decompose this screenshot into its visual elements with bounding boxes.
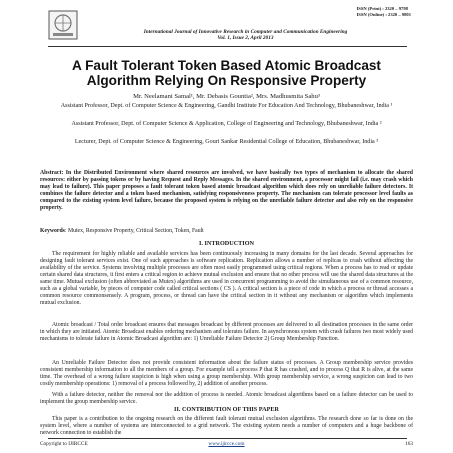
intro-paragraph-2: Atomic broadcast / Total order broadcast ensures that messages broadcast by different processes are delivered to all destination processes in the same order in which they are initiated. Atomic Broadcast enables ordering mechanism and tolerates failure. In asynchronous system with crash failures two most widely used mechanisms to tolerate failure in Atomic Broadcast algorithm are: 1) Unreliable Failure Detector 2) Group Membership Function. <box>40 322 413 342</box>
footer-rule <box>48 438 407 439</box>
title-line-2: Algorithm Relying On Responsive Property <box>86 73 367 89</box>
intro-paragraph-3: An Unreliable Failure Detector does not provide consistent information about the failure status of processes. A Group membership service provides consistent membership information to all the members of a group. For example tell a process P that R has crashed, and to process Q that R is alive, at the same time. The overhead of a wrong failure suspicion is high when using a group membership. With group membership service, a wrong suspicion can lead to two costly membership operations: 1) removal of a process followed by, 2) addition of another process. <box>40 360 413 387</box>
footer-page-number: 163 <box>405 441 413 447</box>
keywords-list: : Mutex, Responsive Property, Critical Section, Token, Fault <box>64 228 204 234</box>
intro-paragraph-1: The requirement for highly reliable and available services has been continuously increasing in many domains for the last decade. Several approaches for designing fault tolerant services exist. One of such approaches is software replication. Replication allows a number of replicas to crash without affecting the availability of the service. Systems involving multiple processes are often most easily programmed using critical regions. When a process has to read or update certain shared data structures, it first enters a critical region to achieve mutual exclusion and ensure that no other process will use the shared data structures at the same time. Mutual exclusion (often abbreviated as Mutex) algorithms are used in concurrent programming to avoid the simultaneous use of a common resource, such as a global variable, by pieces of computer code called critical sections ( CS ). A critical section is a piece of code in which a process or thread accesses a common resource commonsensely. A program, process, or thread can have the critical section in it without any mechanism or algorithm which implements mutual exclusion. <box>40 251 413 306</box>
author-list: Mr. Neelamani Samal¹, Mr. Debasis Gountia², Mrs. Madhusmita Sahu³ <box>133 93 320 100</box>
header-rule <box>48 46 407 47</box>
abstract: Abstract: In the Distributed Environment where shared resources are involved, we have basically two types of mechanism to allocate the shared resources: either by passing tokens or by having Request and Reply Messages. In the shared environment, a processor might fail (i.e. may crash which may lead to failure). This paper proposes a fault tolerant token based atomic broadcast algorithm which does rely on unreliable failure detectors. It combines the failure detector and a token based mechanism, satisfying responsiveness property. The mechanism can tolerate processor level faults as compared to the existing system level failure, because the proposed system is relying on the unreliable failure detector and also rely on the responsive property. <box>40 170 413 211</box>
section-heading-introduction: I. INTRODUCTION <box>198 240 254 247</box>
issn-print: ISSN (Print) : 2320 – 9798 <box>356 6 408 11</box>
keywords <box>40 228 413 235</box>
keywords-label: Keywords <box>40 228 65 234</box>
journal-logo-icon <box>48 10 78 40</box>
affiliation-1: Assistant Professor, Dept. of Computer Science & Engineering, Gandhi Institute For Education And Technology, Bhubaneshwar, India ¹ <box>60 103 393 109</box>
issn-online: ISSN (Online) : 2320 – 9801 <box>356 11 411 17</box>
contribution-paragraph-1: This paper is a contribution to the ongoing research on the different fault tolerant mutual exclusion algorithms. The research done so far is done on the system level, where a number of systems are interconnected to a grid network. The existing system needs a number of computers and a huge backbone of network connection to establish the <box>40 416 413 436</box>
paper-title <box>40 58 413 88</box>
affiliation-3: Lecturer, Dept. of Computer Science & Engineering, Gouri Sankar Residential College of Education, Bhubaneshwar, India ³ <box>74 139 379 145</box>
journal-header <box>84 29 407 42</box>
affiliation-2: Assistant Professor, Dept. of Computer Science & Application, College of Engineering and Technology, Bhubaneshwar, India ² <box>71 121 382 127</box>
intro-paragraph-4: With a failure detector, neither the removal nor the addition of process is needed. Atomic broadcast algorithms based on a failure detector can be used to implement the group membership service. <box>40 392 413 405</box>
journal-name: International Journal of Innovative Research in Computer and Communication Engineering <box>143 29 348 35</box>
section-heading-contribution: II. CONTRIBUTION OF THIS PAPER <box>174 406 279 413</box>
title-line-1: A Fault Tolerant Token Based Atomic Broadcast <box>72 58 381 73</box>
footer-copyright: Copyright to IJIRCCE <box>40 441 88 447</box>
footer-url-link[interactable]: www.ijircce.com <box>208 441 245 447</box>
journal-volume: Vol. 1, Issue 2, April 2013 <box>217 35 274 42</box>
issn-block <box>357 6 412 17</box>
